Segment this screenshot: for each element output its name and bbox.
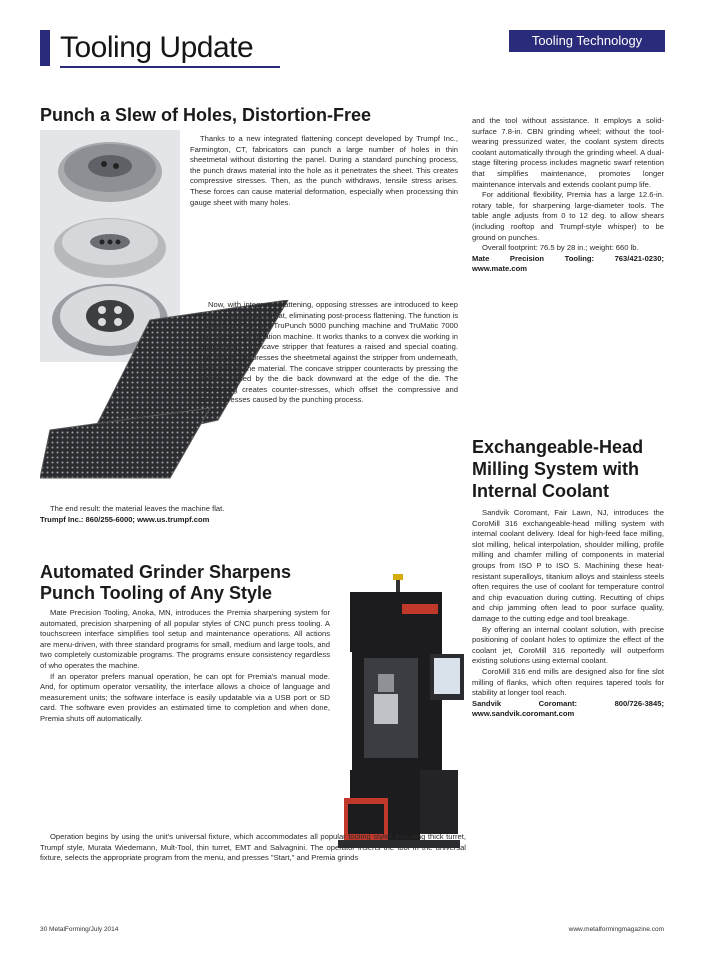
- footer-left: 30 MetalForming/July 2014: [40, 926, 119, 933]
- paragraph: Thanks to a new integrated flattening concept developed by Trumpf Inc., Farmington, CT, fabricators can punch a large number of holes in thin sheetmetal without distorting the panel. During a standard punching process, the punch draws material into the hole as it penetrates the sheet. This creates compressive stresses. Then, as the punch withdraws, tensile stress arises. These forces can cause material deformation, especially when processing thin gauge sheet with many holes.: [190, 134, 458, 207]
- paragraph: If an operator prefers manual operation, he can opt for Premia's manual mode. And, for optimum operator versatility, the interface allows a choice of language and measurement units; the software interface is easily updatable via a USB port or SD card. The software even provides an estimated time to completion and when done, Premia shuts off automatically.: [40, 671, 330, 723]
- paragraph: Mate Precision Tooling, Anoka, MN, introduces the Premia sharpening system for automated, precision sharpening of all popular styles of CNC punch press tooling. A touchscreen interface simplifies tool setup and maintenance operations. All actions are menu-driven, with three standard programs for small, medium and large tools, and two completely customizable programs. The programs ensure consistency regardless of who operates the machine.: [40, 608, 330, 670]
- paragraph: For additional flexibility, Premia has a large 12.6-in. rotary table, for sharpening large-diameter tools. The table angle adjusts from 0 to 12 deg. to allow shears (including rooftop and Trumpf-style whisper) to be ground on punches.: [472, 190, 664, 242]
- contact-line: Trumpf Inc.: 860/255-6000; www.us.trumpf.com: [40, 514, 210, 524]
- contact-line: Sandvik Coromant: 800/726-3845; www.sandvik.coromant.com: [472, 698, 664, 719]
- paragraph: Operation begins by using the unit's universal fixture, which accommodates all popular tooling styles including thick turret, Trumpf style, Murata Wiedemann, Mult-Tool, thin turret, EMT and Salvagnini. The operator inserts the tool in the universal fixture, selects the appropriate program from the menu, and presses "Start," and Premia grinds: [40, 832, 466, 863]
- paragraph: CoroMill 316 end mills are designed also for fine slot milling of flanks, which often requires tapered tools for stability at longer tool reach.: [472, 666, 664, 698]
- grinder-machine-illustration: [338, 574, 470, 860]
- article-title-milling: Exchangeable-Head Milling System with Internal Coolant: [472, 437, 644, 501]
- article-title-punch: Punch a Slew of Holes, Distortion-Free: [40, 105, 372, 125]
- paragraph: Overall footprint: 76.5 by 28 in.; weight: 660 lb.: [482, 243, 639, 253]
- article-body-grinder-continued: [472, 116, 664, 275]
- article-body-milling: [472, 508, 664, 720]
- header-accent-bar: [40, 30, 50, 66]
- article-title-grinder: Automated Grinder Sharpens Punch Tooling of Any Style: [40, 562, 292, 603]
- paragraph: By offering an internal coolant solution, with precise positioning of coolant holes to optimize the effect of the coolant jet, CoroMill 316 reportedly will outperform existing solutions using external coolant.: [472, 624, 664, 666]
- section-title: Tooling Update: [60, 31, 254, 64]
- article-body-punch-top: [190, 134, 458, 208]
- contact-line: Mate Precision Tooling: 763/421-0230; www.mate.com: [472, 253, 664, 274]
- paragraph: Now, with integrated flattening, opposing stresses are introduced to keep the sheetmetal panels flat, eliminating post-process flattening. The function is available on Trumpf's TruPunch 5000 punching machine and TruMatic 7000 punch-laser combination machine. It works thanks to a convex die working in tandem with a concave stripper that features a raised and special coating. The convex die presses the sheetmetal against the stripper from underneath, to counteract the material. The concave stripper counteracts by pressing the material closed by the die back downward at the edge of the die. The overlapping creates counter-stresses, which offset the compressive and tensile stresses caused by the punching process.: [198, 300, 458, 405]
- premia-grinder-photo: [338, 574, 470, 860]
- article-body-punch-end: [40, 504, 458, 525]
- section-tag: Tooling Technology: [509, 30, 665, 52]
- paragraph: and the tool without assistance. It employs a solid-surface 7.8-in. CBN grinding wheel; without the tool-wearing pressurized water, the coolant system directs coolant automatically through the grinding wheel. A dual-stage filtering process includes magnetic swarf retention that simplifies maintenance, promotes longer maintenance intervals and extends coolant pump life.: [472, 116, 664, 189]
- perforated-sheets-area: [40, 300, 458, 525]
- paragraph: The end result: the material leaves the machine flat.: [50, 504, 225, 513]
- header-rule: [60, 66, 280, 68]
- paragraph: Sandvik Coromant, Fair Lawn, NJ, introduces the CoroMill 316 exchangeable-head milling system with internal coolant delivery. Ideal for high-feed face milling, slot milling, helical interpolation, shoulder milling, profile milling and chamfer milling of components in material groups from ISO P to ISO S. Machining these heat-resistant superalloys, titanium alloys and stainless steels often requires the use of coolant for temperature control and chip evacuation during cutting. Recutting of chips and chip jamming often lead to poor surface quality, damage to the cutting edge and tool breakage.: [472, 508, 664, 623]
- article-body-grinder: [40, 608, 330, 725]
- article-body-grinder-bottom: [40, 832, 466, 864]
- footer-right: www.metalformingmagazine.com: [568, 926, 664, 933]
